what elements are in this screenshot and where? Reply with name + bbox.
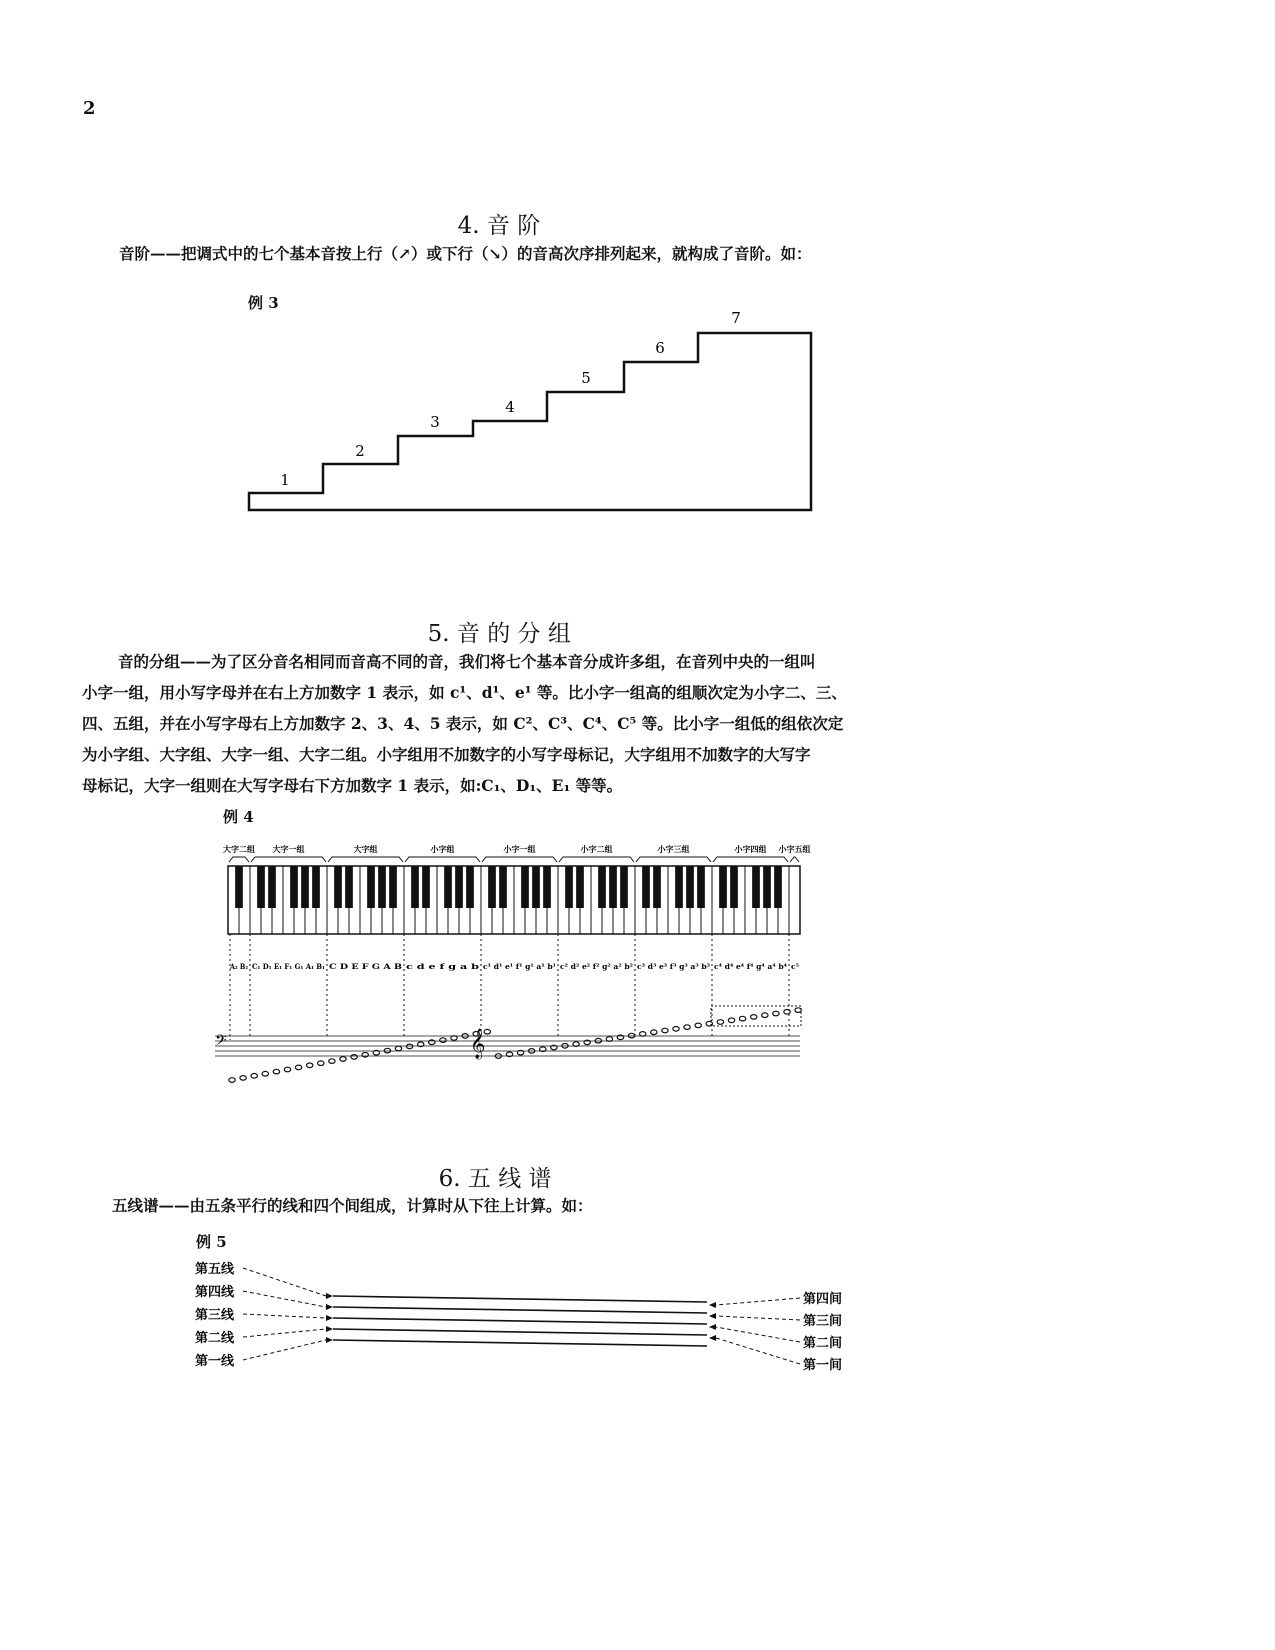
note-names: c¹ d¹ e¹ f¹ g¹ a¹ b¹: [483, 962, 556, 971]
line-label: 第五线: [195, 1262, 235, 1277]
step-label: 1: [280, 471, 290, 489]
arrow-head: [709, 1313, 716, 1319]
paragraph-line: 小字一组，用小写字母并在右上方加数字 1 表示，如 c¹、d¹、e¹ 等。比小字一组高的组顺次定为小字二、三、: [82, 683, 847, 702]
note-names: c² d² e² f² g² a² b²: [560, 962, 633, 971]
step-label: 7: [731, 309, 741, 327]
arrow-head: [709, 1324, 716, 1330]
example-label-3: 例 3: [248, 294, 279, 312]
group-label: 小字四组: [734, 844, 767, 854]
staff-line: [333, 1318, 707, 1324]
scale-definition: 音阶——把调式中的七个基本音按上行（↗）或下行（↘）的音高次序排列起来，就构成了音阶。如：: [119, 244, 812, 263]
group-label: 大字二组: [223, 844, 255, 854]
section-title-text: 5. 音 的 分 组: [427, 621, 571, 647]
line-label: 第三线: [195, 1308, 235, 1323]
note-names: c d e f g a b: [406, 962, 480, 971]
space-label: 第三间: [803, 1314, 843, 1329]
note-names: c⁵: [791, 962, 799, 971]
example-label-5: 例 5: [196, 1233, 227, 1251]
arrow-head: [326, 1326, 333, 1332]
group-label: 大字组: [353, 844, 378, 854]
staff-line: [333, 1340, 707, 1346]
arrow-head: [326, 1315, 333, 1321]
note-names: c³ d³ e³ f³ g³ a³ b³: [637, 962, 710, 971]
space-label: 第四间: [803, 1292, 843, 1307]
arrow-line: [243, 1329, 326, 1337]
paragraph-line: 为小字组、大字组、大字一组、大字二组。小字组用不加数字的小写字母标记，大字组用不加数字的大写字: [82, 745, 811, 764]
bass-clef: 𝄢: [215, 1032, 227, 1053]
group-label: 大字一组: [272, 844, 305, 854]
note-names: A₂ B₂: [229, 962, 248, 971]
staff-line: [333, 1329, 707, 1335]
arrow-line: [243, 1314, 326, 1318]
group-label: 小字三组: [657, 844, 690, 854]
paragraph-line: 音的分组——为了区分音名相同而音高不同的音，我们将七个基本音分成许多组，在音列中央的一组叫: [118, 652, 816, 671]
line-label: 第一线: [195, 1354, 235, 1369]
paragraph-line: 四、五组，并在小写字母右上方加数字 2、3、4、5 表示，如 C²、C³、C⁴、C⁵ 等。比小字一组低的组依次定: [82, 714, 844, 733]
arrow-line: [716, 1338, 800, 1364]
group-label: 小字一组: [503, 844, 536, 854]
group-label: 小字二组: [580, 844, 613, 854]
arrow-head: [326, 1293, 333, 1299]
page-number: 2: [83, 98, 96, 119]
arrow-line: [716, 1327, 800, 1342]
staff-line: [333, 1296, 707, 1302]
note-names: C₁ D₁ E₁ F₁ G₁ A₁ B₁: [252, 962, 325, 971]
section-title-text: 4. 音 阶: [457, 213, 541, 239]
group-label: 小字组: [430, 844, 455, 854]
step-label: 2: [355, 442, 365, 460]
step-label: 5: [581, 369, 591, 387]
note-names: c⁴ d⁴ e⁴ f⁴ g⁴ a⁴ b⁴: [714, 962, 787, 971]
staff-definition: 五线谱——由五条平行的线和四个间组成，计算时从下往上计算。如：: [112, 1196, 593, 1215]
arrow-head: [709, 1335, 716, 1341]
line-label: 第二线: [195, 1331, 235, 1346]
space-label: 第一间: [803, 1358, 843, 1373]
treble-clef: 𝄞: [470, 1029, 486, 1059]
step-label: 4: [505, 398, 515, 416]
paragraph-line: 母标记，大字一组则在大写字母右下方加数字 1 表示，如:C₁、D₁、E₁ 等等。: [82, 776, 623, 795]
arrow-head: [709, 1302, 716, 1308]
note-names: C D E F G A B: [329, 962, 403, 971]
line-label: 第四线: [195, 1285, 235, 1300]
step-label: 3: [430, 413, 440, 431]
example-label-4: 例 4: [223, 808, 254, 826]
arrow-line: [243, 1340, 326, 1360]
space-label: 第二间: [803, 1336, 843, 1351]
arrow-head: [326, 1337, 333, 1343]
staff-line: [333, 1307, 707, 1313]
arrow-line: [243, 1291, 326, 1307]
arrow-line: [243, 1268, 326, 1296]
step-label: 6: [655, 339, 665, 357]
section-title-text: 6. 五 线 谱: [438, 1166, 552, 1192]
group-label: 小字五组: [778, 844, 811, 854]
arrow-line: [716, 1298, 800, 1305]
arrow-line: [716, 1316, 800, 1320]
arrow-head: [326, 1304, 333, 1310]
